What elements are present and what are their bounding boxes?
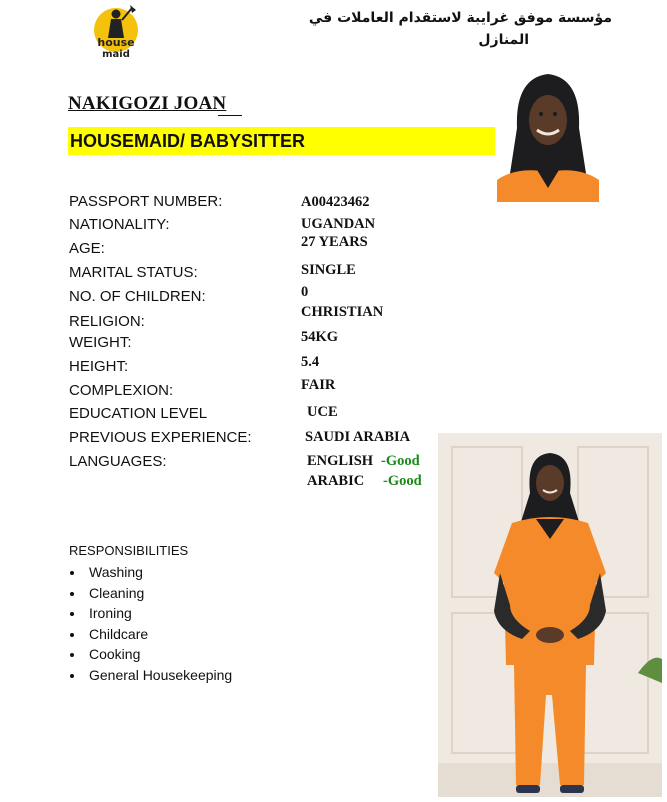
language-english: ENGLISH (307, 453, 374, 469)
list-item: Cooking (69, 644, 232, 665)
responsibilities-title: RESPONSIBILITIES (69, 543, 189, 558)
passport-value: A00423462 (301, 194, 370, 210)
education-label: EDUCATION LEVEL (69, 405, 208, 422)
list-item: Childcare (69, 624, 232, 645)
agency-name-arabic-line1: مؤسسة موفق غرايبة لاستقدام العاملات في (308, 10, 612, 26)
weight-value: 54KG (301, 329, 339, 345)
religion-value: CHRISTIAN (301, 304, 384, 320)
nationality-value: UGANDAN (301, 216, 376, 232)
passport-label: PASSPORT NUMBER: (69, 193, 223, 210)
svg-text:maid: maid (102, 49, 130, 60)
marital-status-value: SINGLE (301, 262, 356, 278)
agency-name-arabic-line2: المنازل (478, 32, 529, 48)
children-value: 0 (301, 284, 309, 300)
height-value: 5.4 (301, 354, 320, 370)
nationality-label: NATIONALITY: (69, 216, 170, 233)
candidate-name: NAKIGOZI JOAN (68, 93, 227, 114)
portrait-photo (497, 68, 599, 202)
weight-label: WEIGHT: (69, 334, 132, 351)
full-body-photo (438, 433, 662, 797)
education-value: UCE (307, 404, 338, 420)
complexion-value: FAIR (301, 377, 336, 393)
children-label: NO. OF CHILDREN: (69, 288, 206, 305)
company-logo (78, 0, 158, 66)
list-item: Ironing (69, 603, 232, 624)
languages-label: LANGUAGES: (69, 453, 167, 470)
experience-label: PREVIOUS EXPERIENCE: (69, 429, 252, 446)
responsibilities-list (69, 562, 232, 685)
age-label: AGE: (69, 240, 105, 257)
name-underline (218, 115, 242, 116)
candidate-position: HOUSEMAID/ BABYSITTER (70, 131, 306, 151)
religion-label: RELIGION: (69, 313, 145, 330)
height-label: HEIGHT: (69, 358, 129, 375)
age-value: 27 YEARS (301, 234, 368, 250)
language-arabic: ARABIC (307, 473, 365, 489)
experience-value: SAUDI ARABIA (305, 429, 411, 445)
list-item: Cleaning (69, 583, 232, 604)
language-arabic-level: -Good (383, 473, 422, 489)
list-item: General Housekeeping (69, 665, 232, 686)
language-english-level: -Good (381, 453, 420, 469)
marital-status-label: MARITAL STATUS: (69, 264, 198, 281)
svg-text:house: house (97, 36, 135, 49)
list-item: Washing (69, 562, 232, 583)
complexion-label: COMPLEXION: (69, 382, 174, 399)
